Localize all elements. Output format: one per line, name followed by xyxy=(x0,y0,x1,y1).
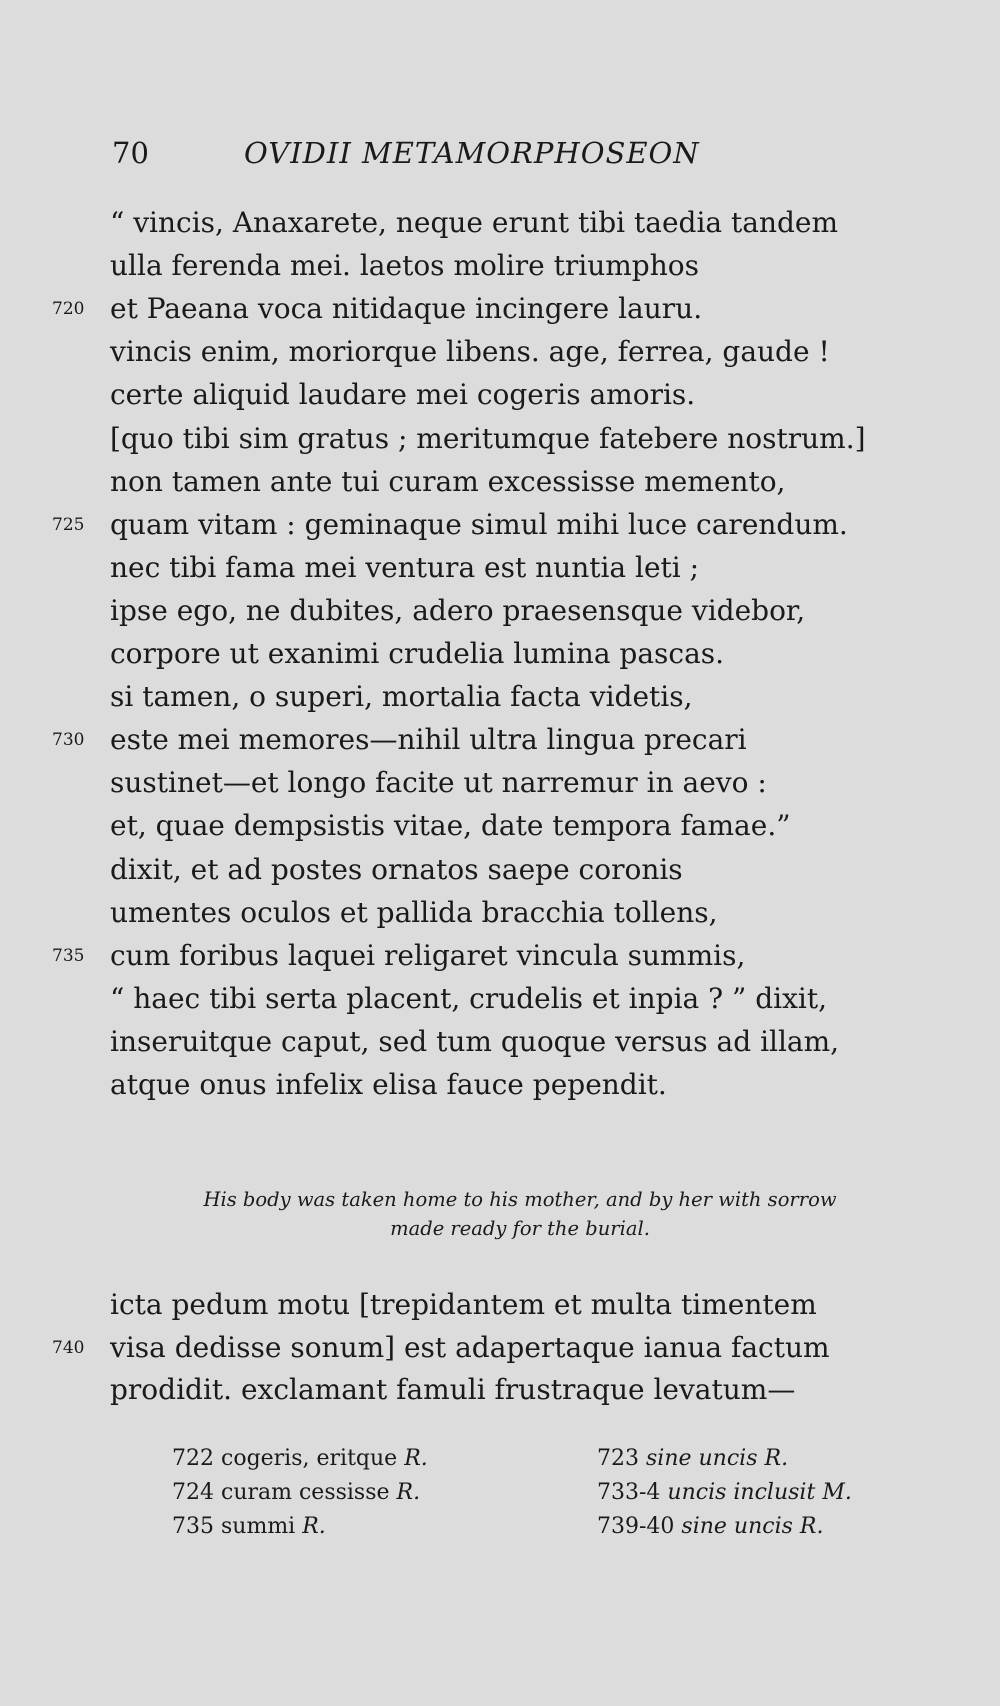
verse-line: nec tibi fama mei ventura est nuntia leti ; xyxy=(110,550,700,584)
note-text: curam cessisse xyxy=(221,1480,390,1505)
page-number: 70 xyxy=(112,136,149,170)
running-header xyxy=(112,136,700,170)
note-line-ref: 722 xyxy=(172,1446,214,1471)
note-line-ref: 739-40 xyxy=(597,1514,675,1539)
line-number: 720 xyxy=(52,299,85,320)
note-text: sine uncis xyxy=(681,1514,793,1539)
note-siglum: M. xyxy=(822,1480,852,1505)
apparatus-note xyxy=(597,1510,823,1544)
verse-line: ipse ego, ne dubites, adero praesensque videbor, xyxy=(110,593,806,627)
verse-line: atque onus infelix elisa fauce pependit. xyxy=(110,1068,667,1101)
note-siglum: R. xyxy=(404,1446,428,1471)
apparatus-note xyxy=(597,1476,852,1510)
verse-line: “ haec tibi serta placent, crudelis et inpia ? ” dixit, xyxy=(110,981,828,1015)
verse-line: sustinet—et longo facite ut narremur in aevo : xyxy=(110,766,767,800)
verse-line: prodidit. exclamant famuli frustraque levatum— xyxy=(110,1373,796,1406)
line-number: 740 xyxy=(52,1337,85,1358)
line-number: 725 xyxy=(52,514,85,535)
verse-line: dixit, et ad postes ornatos saepe coronis xyxy=(110,852,683,886)
verse-line: et Paeana voca nitidaque incingere lauru. xyxy=(110,292,703,326)
apparatus-note xyxy=(172,1510,326,1544)
note-text: uncis inclusit xyxy=(667,1480,816,1505)
note-line-ref: 735 xyxy=(172,1514,214,1539)
verse-line: si tamen, o superi, mortalia facta videtis, xyxy=(110,680,693,714)
apparatus-note xyxy=(597,1442,788,1476)
caption-line: His body was taken home to his mother, and by her with sorrow xyxy=(203,1188,837,1211)
verse-line: icta pedum motu [trepidantem et multa timentem xyxy=(110,1288,817,1321)
note-siglum: R. xyxy=(396,1480,421,1505)
note-line-ref: 723 xyxy=(597,1446,639,1471)
section-caption xyxy=(95,1185,945,1243)
verse-line: este mei memores—nihil ultra lingua precari xyxy=(110,723,747,757)
verse-line: vincis enim, moriorque libens. age, ferrea, gaude ! xyxy=(110,335,830,369)
verse-line: non tamen ante tui curam excessisse memento, xyxy=(110,464,786,498)
line-number: 730 xyxy=(52,730,85,751)
verse-line: et, quae dempsistis vitae, date tempora famae.” xyxy=(110,809,791,843)
verse-line: ulla ferenda mei. laetos molire triumphos xyxy=(110,249,699,283)
note-text: summi xyxy=(221,1514,296,1539)
apparatus-note xyxy=(172,1476,420,1510)
running-title: OVIDII METAMORPHOSEON xyxy=(244,136,700,170)
apparatus-note xyxy=(172,1442,428,1476)
verse-line: visa dedisse sonum] est adapertaque ianua factum xyxy=(110,1330,830,1364)
verse-line: certe aliquid laudare mei cogeris amoris. xyxy=(110,378,696,412)
note-siglum: R. xyxy=(799,1514,824,1539)
verse-line: “ vincis, Anaxarete, neque erunt tibi taedia tandem xyxy=(110,206,839,239)
note-text: cogeris, eritque xyxy=(221,1446,398,1471)
note-line-ref: 724 xyxy=(172,1480,214,1505)
note-line-ref: 733-4 xyxy=(597,1480,661,1505)
verse-line: corpore ut exanimi crudelia lumina pascas. xyxy=(110,637,725,670)
verse-line: umentes oculos et pallida bracchia tollens, xyxy=(110,895,718,929)
verse-line: inseruitque caput, sed tum quoque versus ad illam, xyxy=(110,1024,840,1058)
note-text: sine uncis xyxy=(646,1446,758,1471)
caption-line: made ready for the burial. xyxy=(390,1217,650,1240)
line-number: 735 xyxy=(52,945,85,966)
verse-line: quam vitam : geminaque simul mihi luce carendum. xyxy=(110,507,848,541)
note-siglum: R. xyxy=(302,1514,326,1539)
verse-line: [quo tibi sim gratus ; meritumque fatebere nostrum.] xyxy=(110,421,866,455)
note-siglum: R. xyxy=(764,1446,789,1471)
verse-line: cum foribus laquei religaret vincula summis, xyxy=(110,938,746,972)
